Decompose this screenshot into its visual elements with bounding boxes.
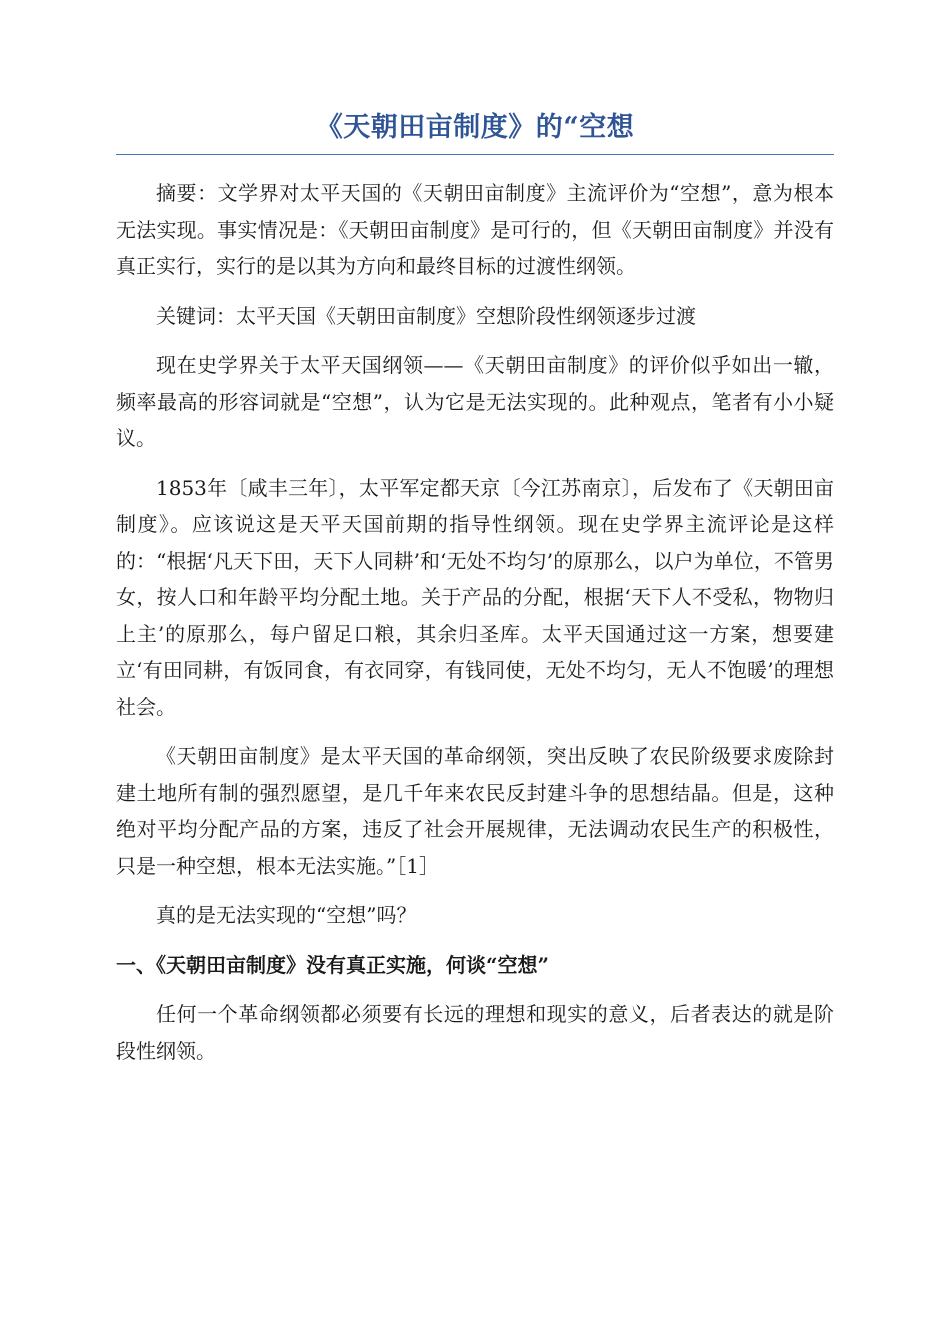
- section-heading: 一、《天朝田亩制度》没有真正实施，何谈“空想”: [116, 952, 550, 977]
- document-page: [116, 108, 834, 1069]
- section-paragraph: 任何一个革命纲领都必须要有长远的理想和现实的意义，后者表达的就是阶段性纲领。: [116, 1002, 834, 1063]
- spacer: [116, 457, 834, 470]
- abstract-paragraph: 摘要：文学界对太平天国的《天朝田亩制度》主流评价为“空想”，意为根本无法实现。事实情况是：《天朝田亩制度》是可行的，但《天朝田亩制度》并没有真正实行，实行的是以其为方向和最终目标的过渡性纲领。: [116, 181, 834, 278]
- spacer: [116, 155, 834, 175]
- spacer: [116, 983, 834, 996]
- body-paragraph-4: 真的是无法实现的“空想”吗？: [156, 903, 417, 927]
- keywords-paragraph: 关键词：太平天国《天朝田亩制度》空想阶段性纲领逐步过渡: [156, 303, 696, 328]
- spacer: [116, 725, 834, 738]
- body-paragraph-1: 现在史学界关于太平天国纲领——《天朝田亩制度》的评价似乎如出一辙，频率最高的形容词就是“空想”，认为它是无法实现的。此种观点，笔者有小小疑议。: [116, 353, 834, 450]
- body-paragraph-3: 《天朝田亩制度》是太平天国的革命纲领，突出反映了农民阶级要求废除封建土地所有制的强烈愿望，是几千年来农民反封建斗争的思想结晶。但是，这种绝对平均分配产品的方案，违反了社会开展规律，无法调动农民生产的积极性，只是一种空想，根本无法实施。”［1］: [116, 744, 834, 878]
- spacer: [116, 334, 834, 347]
- spacer: [116, 884, 834, 897]
- document-title: 《天朝田亩制度》的“空想: [116, 108, 834, 155]
- spacer: [116, 934, 834, 947]
- spacer: [116, 285, 834, 298]
- body-paragraph-2: 1853年〔咸丰三年〕，太平军定都天京〔今江苏南京〕，后发布了《天朝田亩制度》。应该说这是天平天国前期的指导性纲领。现在史学界主流评论是这样的：“根据‘凡天下田，天下人同耕’和‘无处不均匀’的原那么，以户为单位，不管男女，按人口和年龄平均分配土地。关于产品的分配，根据‘天下人不受私，物物归上主’的原那么，每户留足口粮，其余归圣库。太平天国通过这一方案，想要建立‘有田同耕，有饭同食，有衣同穿，有钱同使，无处不均匀，无人不饱暖’的理想社会。: [116, 475, 834, 719]
